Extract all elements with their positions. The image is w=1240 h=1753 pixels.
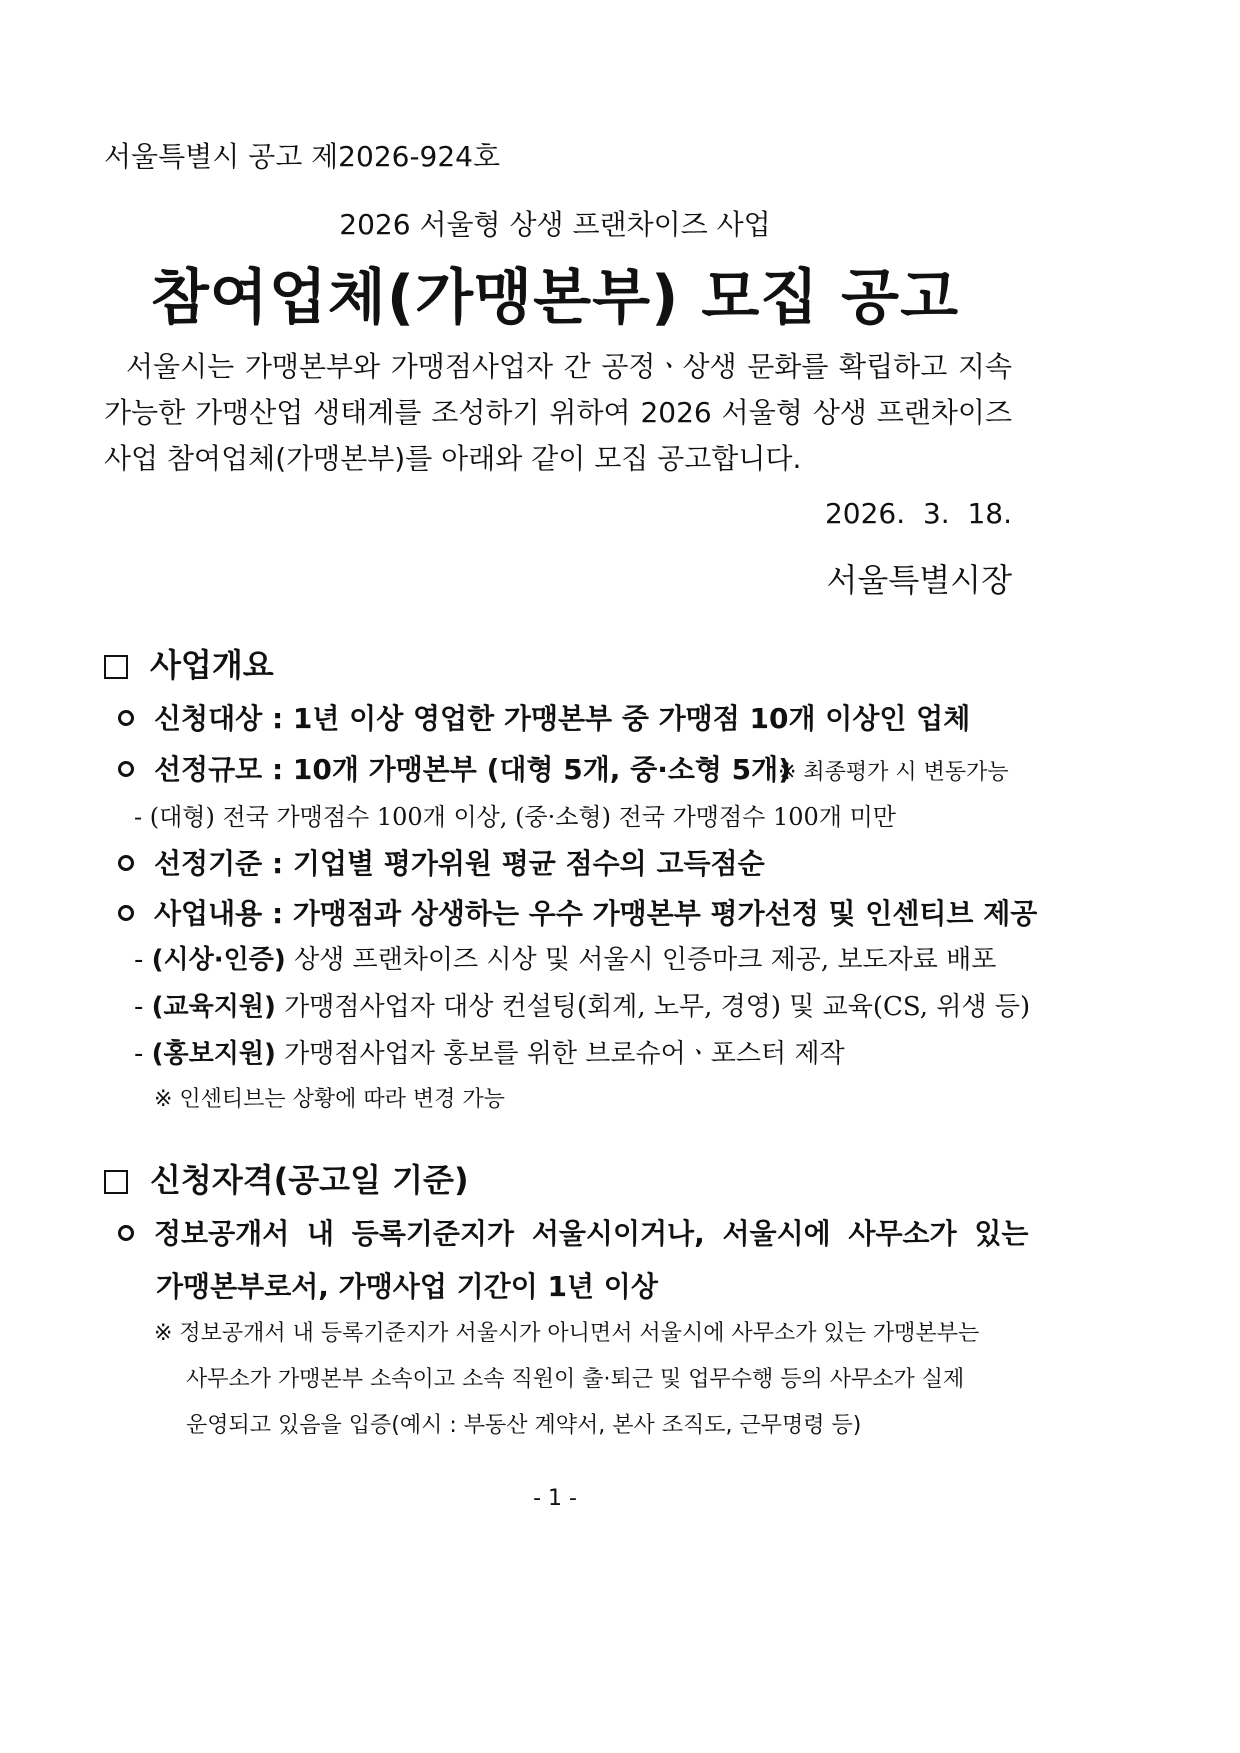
- content-sub-award: - (시상·인증) 상생 프랜차이즈 시상 및 서울시 인증마크 제공, 보도자료 배포: [134, 945, 997, 975]
- content-sub-education-label: (교육지원): [151, 992, 276, 1022]
- overview-item-content-text: 사업내용 : 가맹점과 상생하는 우수 가맹본부 평가선정 및 인센티브 제공: [154, 897, 1038, 930]
- overview-item-scale-note: ※ 최종평가 시 변동가능: [778, 760, 1009, 785]
- section-heading-overview: [104, 640, 274, 686]
- overview-item-scale-text: 선정규모 : 10개 가맹본부 (대형 5개, 중·소형 5개): [154, 753, 792, 786]
- bullet-circle-icon: [118, 905, 134, 921]
- page-title: 참여업체(가맹본부) 모집 공고: [150, 263, 960, 333]
- bullet-circle-icon: [118, 761, 134, 777]
- intro-line-3: 사업 참여업체(가맹본부)를 아래와 같이 모집 공고합니다.: [104, 442, 802, 475]
- overview-item-criteria-text: 선정기준 : 기업별 평가위원 평균 점수의 고득점순: [154, 847, 765, 880]
- incentive-note: ※ 인센티브는 상황에 따라 변경 가능: [154, 1087, 505, 1112]
- eligibility-note-line-1: ※ 정보공개서 내 등록기준지가 서울시가 아니면서 서울시에 사무소가 있는 가맹본부는: [154, 1321, 980, 1346]
- bullet-circle-icon: [118, 855, 134, 871]
- intro-line-1: 서울시는 가맹본부와 가맹점사업자 간 공정ㆍ상생 문화를 확립하고 지속: [126, 350, 1012, 383]
- issuer: 서울특별시장: [826, 561, 1012, 599]
- overview-item-target-text: 신청대상 : 1년 이상 영업한 가맹본부 중 가맹점 10개 이상인 업체: [154, 702, 971, 735]
- notice-date: 2026. 3. 18.: [824, 497, 1012, 530]
- bullet-circle-icon: [118, 710, 134, 726]
- section-heading-eligibility: [104, 1155, 469, 1201]
- eligibility-item-line-1: 정보공개서 내 등록기준지가 서울시이거나, 서울시에 사무소가 있는: [154, 1217, 1029, 1250]
- content-sub-education-text: 가맹점사업자 대상 컨설팅(회계, 노무, 경영) 및 교육(CS, 위생 등): [284, 992, 1031, 1022]
- subtitle: 2026 서울형 상생 프랜차이즈 사업: [339, 208, 771, 241]
- eligibility-item: [118, 1212, 1029, 1252]
- notice-number: 서울특별시 공고 제2026-924호: [104, 140, 501, 173]
- checkbox-square-icon: [104, 1170, 128, 1194]
- content-sub-award-text: 상생 프랜차이즈 시상 및 서울시 인증마크 제공, 보도자료 배포: [294, 945, 997, 975]
- overview-item-scale: [118, 748, 791, 788]
- bullet-circle-icon: [118, 1225, 134, 1241]
- content-sub-promotion-label: (홍보지원): [151, 1039, 276, 1069]
- intro-line-2: 가능한 가맹산업 생태계를 조성하기 위하여 2026 서울형 상생 프랜차이즈: [104, 396, 1012, 429]
- overview-item-criteria: [118, 842, 765, 882]
- content-sub-education: - (교육지원) 가맹점사업자 대상 컨설팅(회계, 노무, 경영) 및 교육(CS, 위생 등): [134, 992, 1031, 1022]
- content-sub-promotion: - (홍보지원) 가맹점사업자 홍보를 위한 브로슈어ㆍ포스터 제작: [134, 1039, 845, 1069]
- eligibility-note-line-3: 운영되고 있음을 입증(예시 : 부동산 계약서, 본사 조직도, 근무명령 등): [186, 1413, 862, 1438]
- page-number: - 1 -: [533, 1486, 577, 1511]
- content-sub-promotion-text: 가맹점사업자 홍보를 위한 브로슈어ㆍ포스터 제작: [284, 1039, 845, 1069]
- eligibility-note-line-2: 사무소가 가맹본부 소속이고 소속 직원이 출·퇴근 및 업무수행 등의 사무소가 실제: [186, 1367, 965, 1392]
- checkbox-square-icon: [104, 655, 128, 679]
- section-heading-eligibility-label: 신청자격(공고일 기준): [150, 1161, 469, 1199]
- overview-item-content: [118, 892, 1037, 932]
- content-sub-award-label: (시상·인증): [151, 945, 286, 975]
- overview-item-scale-sub: - (대형) 전국 가맹점수 100개 이상, (중·소형) 전국 가맹점수 100개 미만: [134, 803, 896, 831]
- section-heading-overview-label: 사업개요: [150, 646, 274, 684]
- eligibility-item-line-2: 가맹본부로서, 가맹사업 기간이 1년 이상: [156, 1270, 658, 1303]
- overview-item-target: [118, 697, 970, 737]
